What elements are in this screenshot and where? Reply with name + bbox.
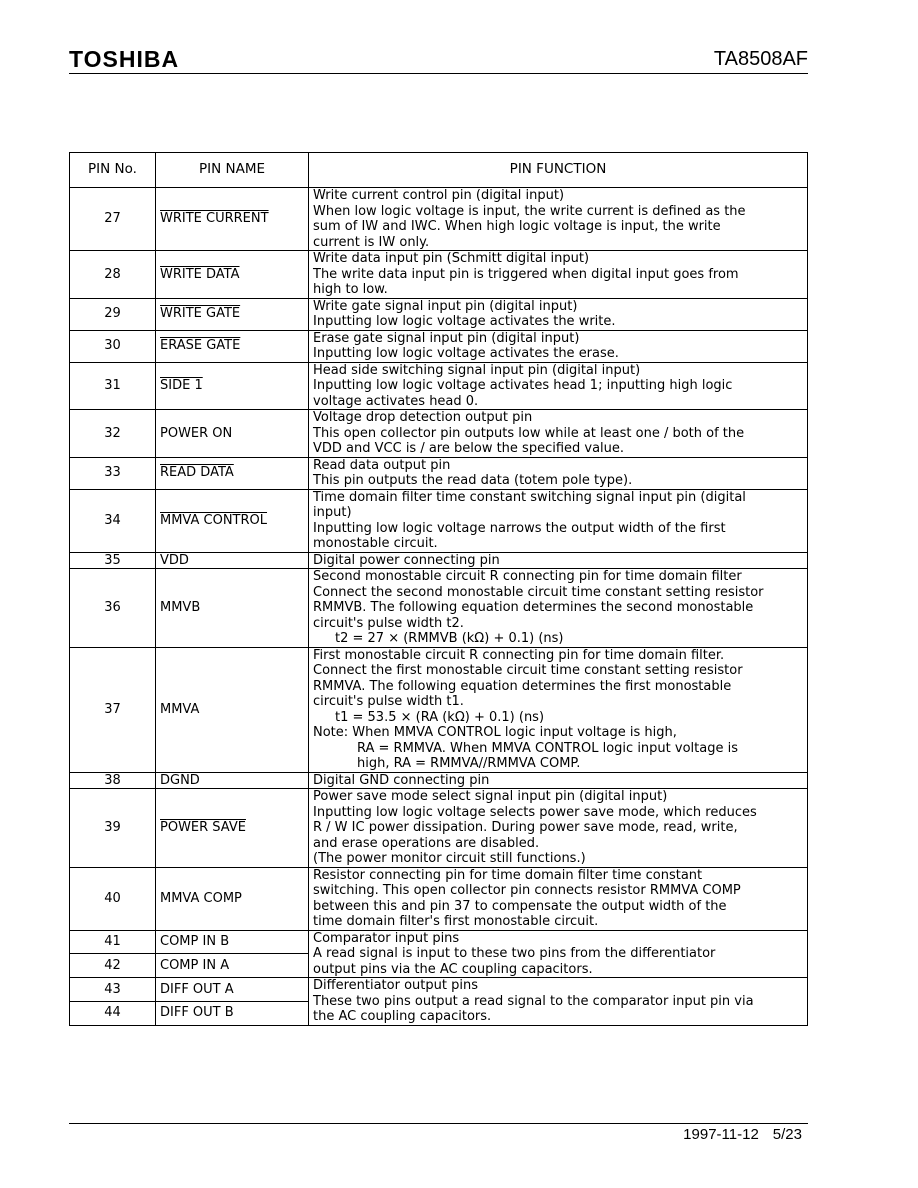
table-row: [70, 410, 808, 458]
function-line: These two pins output a read signal to the comparator input pin via: [313, 993, 754, 1009]
document-date: 1997-11-12: [683, 1126, 759, 1143]
function-line: Inputting low logic voltage activates head 1; inputting high logic: [313, 378, 733, 393]
function-line: time domain filter's first monostable circuit.: [313, 914, 599, 929]
pin-no: 39: [70, 789, 156, 868]
table-row: [70, 362, 808, 410]
pin-no: 32: [70, 410, 156, 458]
pin-name: ERASE GATE: [156, 330, 309, 362]
function-line: First monostable circuit R connecting pin for time domain filter.: [313, 647, 725, 663]
pin-no: 29: [70, 298, 156, 330]
function-line: between this and pin 37 to compensate the output width of the: [313, 898, 727, 914]
header-pin-function: PIN FUNCTION: [309, 153, 808, 188]
function-line: circuit's pulse width t1.: [313, 694, 464, 709]
pin-no: 40: [70, 867, 156, 930]
function-line: RMMVB. The following equation determines the second monostable: [313, 600, 754, 615]
table-row: [70, 330, 808, 362]
pin-no: 27: [70, 188, 156, 251]
function-line: Comparator input pins: [313, 930, 460, 946]
pin-no: 34: [70, 489, 156, 552]
function-line: Head side switching signal input pin (digital input): [313, 362, 641, 378]
pin-function: [309, 569, 808, 648]
pin-function-table: [69, 152, 808, 1026]
equation-line: t2 = 27 × (RMMVB (kΩ) + 0.1) (ns): [335, 631, 564, 646]
pin-function: [309, 789, 808, 868]
page-number: 5/23: [772, 1126, 802, 1143]
function-line: Erase gate signal input pin (digital input): [313, 330, 580, 346]
note-line: RA = RMMVA. When MMVA CONTROL logic input voltage is: [357, 740, 738, 756]
function-line: Resistor connecting pin for time domain filter time constant: [313, 867, 703, 883]
function-line: VDD and VCC is / are below the specified value.: [313, 441, 625, 456]
pin-no: 44: [70, 1001, 156, 1025]
function-line: RMMVA. The following equation determines the first monostable: [313, 678, 732, 694]
function-line: Power save mode select signal input pin (digital input): [313, 789, 668, 804]
function-line: Inputting low logic voltage selects power save mode, which reduces: [313, 804, 757, 820]
function-line: Differentiator output pins: [313, 978, 478, 993]
pin-name: POWER SAVE: [156, 789, 309, 868]
equation-line: t1 = 53.5 × (RA (kΩ) + 0.1) (ns): [335, 709, 545, 725]
function-line: Write current control pin (digital input): [313, 188, 565, 203]
pin-name: MMVA: [156, 647, 309, 772]
function-line: output pins via the AC coupling capacitors.: [313, 961, 593, 977]
function-line: This open collector pin outputs low while at least one / both of the: [313, 425, 745, 441]
pin-function: [309, 489, 808, 552]
function-line: current is IW only.: [313, 234, 430, 250]
toshiba-logo: TOSHIBA: [69, 46, 180, 72]
pin-name: WRITE GATE: [156, 298, 309, 330]
function-line: R / W IC power dissipation. During power save mode, read, write,: [313, 820, 738, 835]
function-line: The write data input pin is triggered when digital input goes from: [313, 266, 739, 282]
header-pin-name: PIN NAME: [156, 153, 309, 188]
table-row: [70, 188, 808, 251]
table-row: [70, 251, 808, 299]
footer-rule: [69, 1123, 808, 1124]
function-line: Time domain filter time constant switching signal input pin (digital: [313, 489, 746, 505]
pin-function: [309, 867, 808, 930]
function-line: Connect the first monostable circuit time constant setting resistor: [313, 663, 743, 678]
pin-function-comparator: [309, 930, 808, 978]
table-row: [70, 978, 808, 1002]
pin-name: VDD: [156, 552, 309, 569]
function-line: When low logic voltage is input, the write current is defined as the: [313, 203, 746, 219]
function-line: Write data input pin (Schmitt digital input): [313, 251, 590, 266]
note-line: Note: When MMVA CONTROL logic input voltage is high,: [313, 725, 677, 740]
function-line: Connect the second monostable circuit time constant setting resistor: [313, 584, 764, 600]
table-row: [70, 569, 808, 648]
function-line: A read signal is input to these two pins from the differentiator: [313, 946, 716, 961]
table-row: [70, 552, 808, 569]
pin-name: POWER ON: [156, 410, 309, 458]
pin-name: READ DATA: [156, 457, 309, 489]
function-line: Inputting low logic voltage activates the write.: [313, 314, 616, 329]
function-line: Inputting low logic voltage narrows the output width of the first: [313, 520, 726, 536]
pin-function: [309, 647, 808, 772]
pin-no: 36: [70, 569, 156, 648]
function-line: Second monostable circuit R connecting pin for time domain filter: [313, 569, 742, 584]
function-line: Digital GND connecting pin: [313, 772, 490, 788]
pin-name: COMP IN B: [156, 930, 309, 954]
function-line: circuit's pulse width t2.: [313, 615, 464, 631]
pin-function: [309, 552, 808, 569]
pin-no: 42: [70, 954, 156, 978]
function-line: Read data output pin: [313, 457, 451, 473]
function-line: the AC coupling capacitors.: [313, 1009, 492, 1024]
pin-function: [309, 330, 808, 362]
pin-no: 37: [70, 647, 156, 772]
function-line: and erase operations are disabled.: [313, 835, 540, 851]
pin-function: [309, 410, 808, 458]
function-line: sum of IW and IWC. When high logic voltage is input, the write: [313, 219, 721, 234]
table-row: [70, 930, 808, 954]
function-line: Write gate signal input pin (digital input): [313, 298, 578, 314]
function-line: voltage activates head 0.: [313, 393, 479, 409]
table-header-row: [70, 153, 808, 188]
header-rule: [69, 73, 808, 74]
pin-name: DIFF OUT A: [156, 978, 309, 1002]
table-row: [70, 867, 808, 930]
pin-name: MMVB: [156, 569, 309, 648]
function-line: switching. This open collector pin connects resistor RMMVA COMP: [313, 883, 741, 898]
pin-name: WRITE DATA: [156, 251, 309, 299]
part-number: TA8508AF: [713, 48, 808, 70]
pin-no: 35: [70, 552, 156, 569]
function-line: Inputting low logic voltage activates the erase.: [313, 346, 619, 361]
pin-no: 43: [70, 978, 156, 1002]
pin-no: 33: [70, 457, 156, 489]
function-line: monostable circuit.: [313, 536, 438, 551]
pin-name: COMP IN A: [156, 954, 309, 978]
pin-no: 38: [70, 772, 156, 789]
function-line: high to low.: [313, 282, 388, 297]
note-line: high, RA = RMMVA//RMMVA COMP.: [357, 756, 581, 771]
pin-no: 30: [70, 330, 156, 362]
pin-name: MMVA COMP: [156, 867, 309, 930]
pin-name: WRITE CURRENT: [156, 188, 309, 251]
function-line: (The power monitor circuit still functions.): [313, 851, 586, 866]
pin-function: [309, 457, 808, 489]
table-row: [70, 298, 808, 330]
pin-name: DIFF OUT B: [156, 1001, 309, 1025]
pin-name: MMVA CONTROL: [156, 489, 309, 552]
pin-no: 41: [70, 930, 156, 954]
pin-function-differentiator: [309, 978, 808, 1026]
table-row: [70, 647, 808, 772]
table-row: [70, 772, 808, 789]
pin-name: SIDE 1: [156, 362, 309, 410]
table-row: [70, 789, 808, 868]
pin-no: 31: [70, 362, 156, 410]
pin-no: 28: [70, 251, 156, 299]
table-row: [70, 489, 808, 552]
function-line: Digital power connecting pin: [313, 552, 500, 568]
header-pin-no: PIN No.: [70, 153, 156, 188]
table-row: [70, 457, 808, 489]
pin-function: [309, 772, 808, 789]
function-line: Voltage drop detection output pin: [313, 410, 533, 425]
pin-function: [309, 188, 808, 251]
pin-function: [309, 251, 808, 299]
pin-function: [309, 298, 808, 330]
function-line: This pin outputs the read data (totem pole type).: [313, 473, 633, 488]
page-footer: [683, 1126, 802, 1143]
pin-name: DGND: [156, 772, 309, 789]
function-line: input): [313, 505, 352, 520]
pin-function: [309, 362, 808, 410]
